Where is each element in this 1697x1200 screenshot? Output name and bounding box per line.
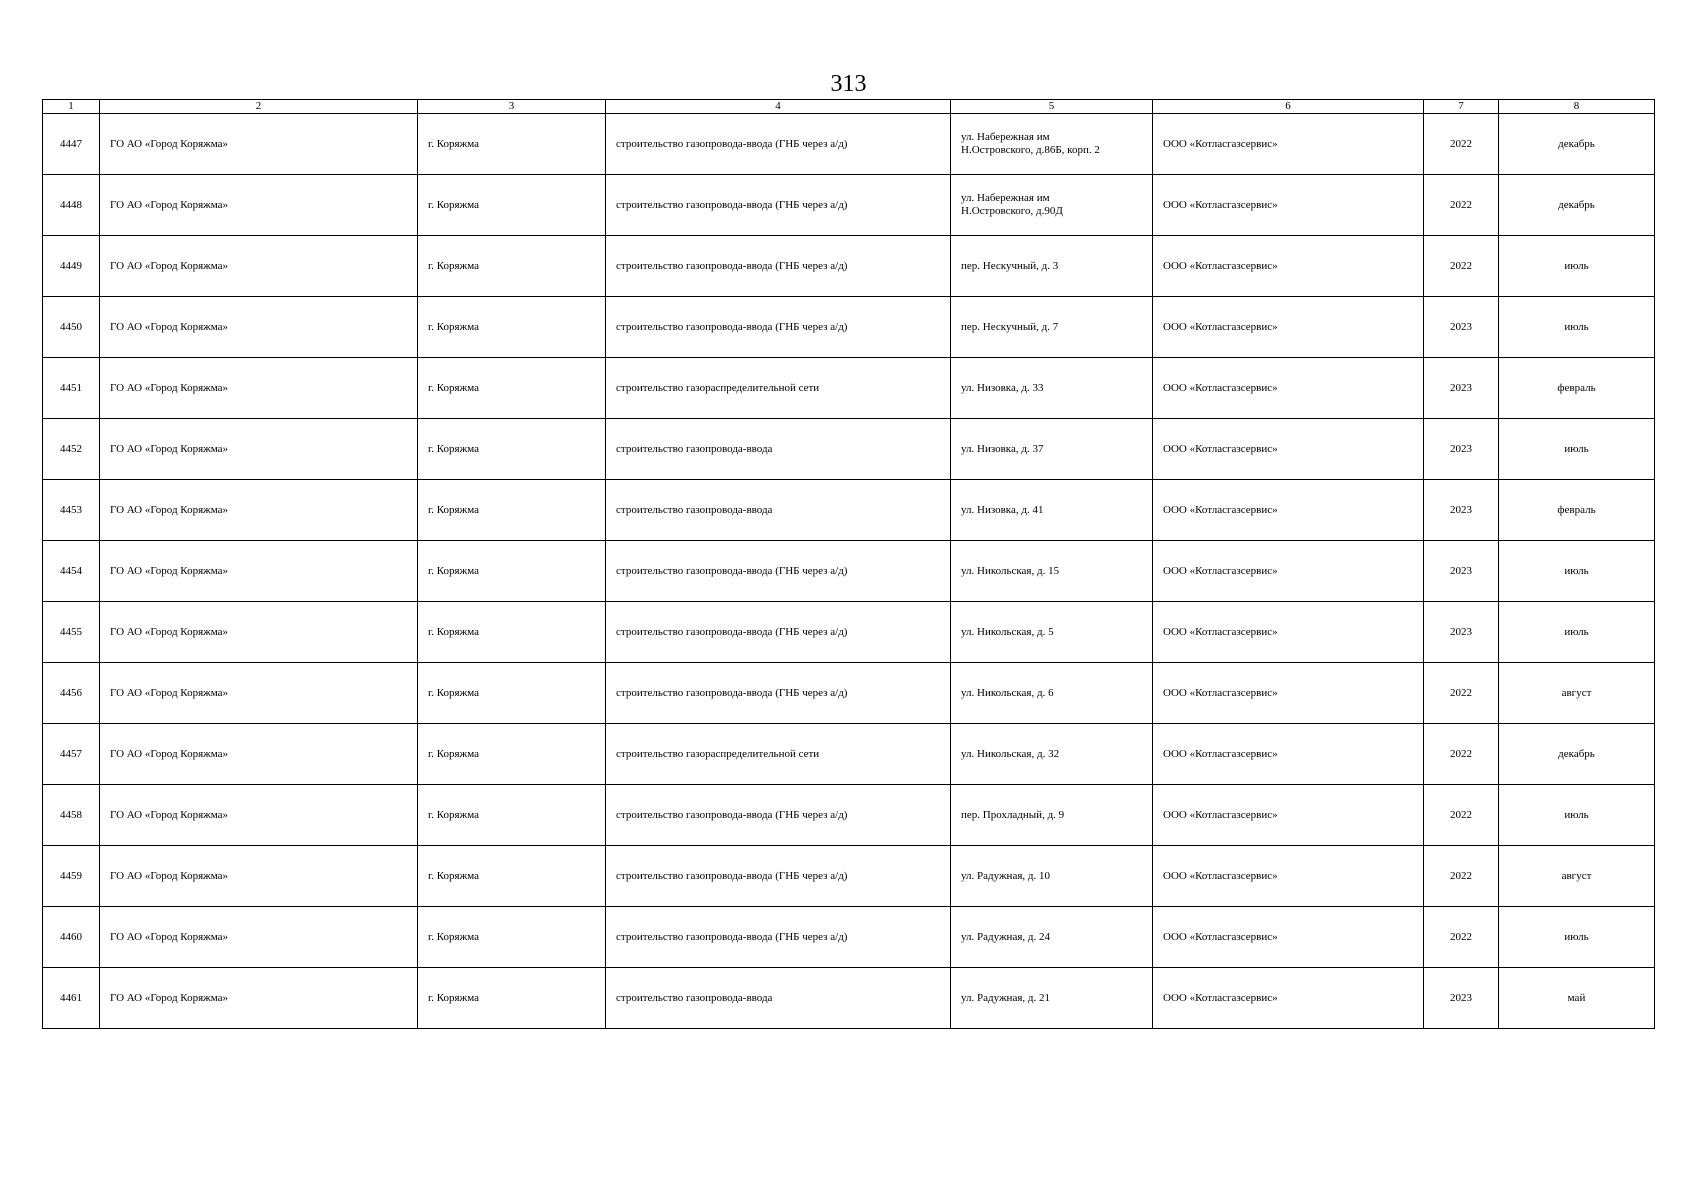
address-line: ул. Радужная, д. 21 bbox=[961, 991, 1050, 1004]
address-line: ул. Радужная, д. 24 bbox=[961, 930, 1050, 943]
table-row bbox=[43, 480, 1655, 541]
table-row bbox=[43, 297, 1655, 358]
municipality-cell: ГО АО «Город Коряжма» bbox=[100, 297, 418, 358]
address-cell bbox=[951, 663, 1153, 724]
address-line: Н.Островского, д.86Б, корп. 2 bbox=[961, 144, 1100, 156]
column-number-row bbox=[43, 100, 1655, 114]
row-number-cell: 4451 bbox=[43, 358, 100, 419]
municipality-cell: ГО АО «Город Коряжма» bbox=[100, 724, 418, 785]
column-number: 3 bbox=[418, 100, 606, 114]
settlement-cell: г. Коряжма bbox=[418, 297, 606, 358]
work-type-cell: строительство газопровода-ввода (ГНБ через а/д) bbox=[606, 297, 951, 358]
municipality-cell: ГО АО «Город Коряжма» bbox=[100, 480, 418, 541]
work-type-cell: строительство газопровода-ввода bbox=[606, 968, 951, 1029]
municipality-cell: ГО АО «Город Коряжма» bbox=[100, 663, 418, 724]
table-row bbox=[43, 785, 1655, 846]
column-number: 5 bbox=[951, 100, 1153, 114]
work-type-cell: строительство газопровода-ввода (ГНБ через а/д) bbox=[606, 541, 951, 602]
municipality-cell: ГО АО «Город Коряжма» bbox=[100, 785, 418, 846]
contractor-cell: ООО «Котласгазсервис» bbox=[1153, 114, 1424, 175]
column-number: 7 bbox=[1424, 100, 1499, 114]
column-number: 8 bbox=[1499, 100, 1655, 114]
row-number-cell: 4456 bbox=[43, 663, 100, 724]
row-number-cell: 4447 bbox=[43, 114, 100, 175]
page-number: 313 bbox=[830, 71, 867, 97]
year-cell: 2022 bbox=[1424, 236, 1499, 297]
settlement-cell: г. Коряжма bbox=[418, 175, 606, 236]
address-cell bbox=[951, 785, 1153, 846]
year-cell: 2023 bbox=[1424, 358, 1499, 419]
work-type-cell: строительство газораспределительной сети bbox=[606, 724, 951, 785]
municipality-cell: ГО АО «Город Коряжма» bbox=[100, 419, 418, 480]
contractor-cell: ООО «Котласгазсервис» bbox=[1153, 358, 1424, 419]
year-cell: 2022 bbox=[1424, 114, 1499, 175]
contractor-cell: ООО «Котласгазсервис» bbox=[1153, 175, 1424, 236]
table-header bbox=[43, 100, 1655, 114]
address-cell bbox=[951, 968, 1153, 1029]
address-line: ул. Радужная, д. 10 bbox=[961, 869, 1050, 882]
year-cell: 2023 bbox=[1424, 297, 1499, 358]
work-type-cell: строительство газопровода-ввода (ГНБ через а/д) bbox=[606, 175, 951, 236]
contractor-cell: ООО «Котласгазсервис» bbox=[1153, 480, 1424, 541]
work-type-cell: строительство газопровода-ввода (ГНБ через а/д) bbox=[606, 663, 951, 724]
address-line: ул. Никольская, д. 5 bbox=[961, 625, 1054, 638]
row-number-cell: 4457 bbox=[43, 724, 100, 785]
address-line: ул. Набережная им bbox=[961, 192, 1050, 204]
address-cell bbox=[951, 480, 1153, 541]
municipality-cell: ГО АО «Город Коряжма» bbox=[100, 358, 418, 419]
address-cell bbox=[951, 175, 1153, 236]
address-line: пер. Прохладный, д. 9 bbox=[961, 808, 1065, 821]
work-type-cell: строительство газопровода-ввода (ГНБ через а/д) bbox=[606, 785, 951, 846]
address-cell bbox=[951, 724, 1153, 785]
settlement-cell: г. Коряжма bbox=[418, 724, 606, 785]
municipality-cell: ГО АО «Город Коряжма» bbox=[100, 968, 418, 1029]
municipality-cell: ГО АО «Город Коряжма» bbox=[100, 846, 418, 907]
row-number-cell: 4449 bbox=[43, 236, 100, 297]
month-cell: декабрь bbox=[1499, 114, 1655, 175]
contractor-cell: ООО «Котласгазсервис» bbox=[1153, 419, 1424, 480]
column-number: 6 bbox=[1153, 100, 1424, 114]
month-cell: июль bbox=[1499, 785, 1655, 846]
municipality-cell: ГО АО «Город Коряжма» bbox=[100, 175, 418, 236]
month-cell: февраль bbox=[1499, 480, 1655, 541]
table-row bbox=[43, 236, 1655, 297]
address-cell bbox=[951, 114, 1153, 175]
month-cell: май bbox=[1499, 968, 1655, 1029]
municipality-cell: ГО АО «Город Коряжма» bbox=[100, 236, 418, 297]
table-row bbox=[43, 358, 1655, 419]
settlement-cell: г. Коряжма bbox=[418, 968, 606, 1029]
settlement-cell: г. Коряжма bbox=[418, 846, 606, 907]
settlement-cell: г. Коряжма bbox=[418, 663, 606, 724]
work-type-cell: строительство газопровода-ввода (ГНБ через а/д) bbox=[606, 114, 951, 175]
table-row bbox=[43, 114, 1655, 175]
settlement-cell: г. Коряжма bbox=[418, 907, 606, 968]
month-cell: июль bbox=[1499, 541, 1655, 602]
municipality-cell: ГО АО «Город Коряжма» bbox=[100, 541, 418, 602]
contractor-cell: ООО «Котласгазсервис» bbox=[1153, 724, 1424, 785]
row-number-cell: 4461 bbox=[43, 968, 100, 1029]
contractor-cell: ООО «Котласгазсервис» bbox=[1153, 541, 1424, 602]
address-line: ул. Низовка, д. 41 bbox=[961, 503, 1044, 516]
contractor-cell: ООО «Котласгазсервис» bbox=[1153, 968, 1424, 1029]
municipality-cell: ГО АО «Город Коряжма» bbox=[100, 114, 418, 175]
column-number: 2 bbox=[100, 100, 418, 114]
address-line: ул. Набережная им bbox=[961, 131, 1050, 143]
year-cell: 2022 bbox=[1424, 846, 1499, 907]
address-line: ул. Никольская, д. 6 bbox=[961, 686, 1054, 699]
year-cell: 2022 bbox=[1424, 907, 1499, 968]
address-line: пер. Нескучный, д. 3 bbox=[961, 259, 1059, 272]
settlement-cell: г. Коряжма bbox=[418, 114, 606, 175]
contractor-cell: ООО «Котласгазсервис» bbox=[1153, 663, 1424, 724]
contractor-cell: ООО «Котласгазсервис» bbox=[1153, 846, 1424, 907]
month-cell: февраль bbox=[1499, 358, 1655, 419]
contractor-cell: ООО «Котласгазсервис» bbox=[1153, 602, 1424, 663]
row-number-cell: 4460 bbox=[43, 907, 100, 968]
row-number-cell: 4455 bbox=[43, 602, 100, 663]
row-number-cell: 4454 bbox=[43, 541, 100, 602]
address-cell bbox=[951, 541, 1153, 602]
settlement-cell: г. Коряжма bbox=[418, 785, 606, 846]
table-row bbox=[43, 663, 1655, 724]
address-line: пер. Нескучный, д. 7 bbox=[961, 320, 1059, 333]
address-line: ул. Низовка, д. 33 bbox=[961, 381, 1044, 394]
contractor-cell: ООО «Котласгазсервис» bbox=[1153, 907, 1424, 968]
year-cell: 2022 bbox=[1424, 175, 1499, 236]
register-table bbox=[42, 99, 1655, 1029]
table-row bbox=[43, 907, 1655, 968]
year-cell: 2023 bbox=[1424, 968, 1499, 1029]
work-type-cell: строительство газопровода-ввода (ГНБ через а/д) bbox=[606, 236, 951, 297]
month-cell: июль bbox=[1499, 297, 1655, 358]
month-cell: июль bbox=[1499, 419, 1655, 480]
address-line: ул. Никольская, д. 32 bbox=[961, 747, 1060, 760]
contractor-cell: ООО «Котласгазсервис» bbox=[1153, 236, 1424, 297]
work-type-cell: строительство газопровода-ввода (ГНБ через а/д) bbox=[606, 907, 951, 968]
row-number-cell: 4450 bbox=[43, 297, 100, 358]
address-cell bbox=[951, 419, 1153, 480]
address-cell bbox=[951, 236, 1153, 297]
settlement-cell: г. Коряжма bbox=[418, 480, 606, 541]
month-cell: август bbox=[1499, 663, 1655, 724]
table-row bbox=[43, 175, 1655, 236]
month-cell: декабрь bbox=[1499, 724, 1655, 785]
contractor-cell: ООО «Котласгазсервис» bbox=[1153, 785, 1424, 846]
settlement-cell: г. Коряжма bbox=[418, 602, 606, 663]
month-cell: август bbox=[1499, 846, 1655, 907]
address-line: ул. Никольская, д. 15 bbox=[961, 564, 1060, 577]
address-cell bbox=[951, 297, 1153, 358]
table-row bbox=[43, 541, 1655, 602]
year-cell: 2023 bbox=[1424, 419, 1499, 480]
year-cell: 2023 bbox=[1424, 541, 1499, 602]
address-cell bbox=[951, 358, 1153, 419]
table-row bbox=[43, 968, 1655, 1029]
address-cell bbox=[951, 602, 1153, 663]
column-number: 1 bbox=[43, 100, 100, 114]
settlement-cell: г. Коряжма bbox=[418, 419, 606, 480]
row-number-cell: 4452 bbox=[43, 419, 100, 480]
address-line: ул. Низовка, д. 37 bbox=[961, 442, 1044, 455]
work-type-cell: строительство газораспределительной сети bbox=[606, 358, 951, 419]
year-cell: 2022 bbox=[1424, 724, 1499, 785]
year-cell: 2023 bbox=[1424, 480, 1499, 541]
month-cell: декабрь bbox=[1499, 175, 1655, 236]
settlement-cell: г. Коряжма bbox=[418, 236, 606, 297]
row-number-cell: 4453 bbox=[43, 480, 100, 541]
work-type-cell: строительство газопровода-ввода (ГНБ через а/д) bbox=[606, 846, 951, 907]
table-row bbox=[43, 602, 1655, 663]
work-type-cell: строительство газопровода-ввода bbox=[606, 419, 951, 480]
month-cell: июль bbox=[1499, 907, 1655, 968]
contractor-cell: ООО «Котласгазсервис» bbox=[1153, 297, 1424, 358]
row-number-cell: 4448 bbox=[43, 175, 100, 236]
year-cell: 2022 bbox=[1424, 663, 1499, 724]
year-cell: 2023 bbox=[1424, 602, 1499, 663]
municipality-cell: ГО АО «Город Коряжма» bbox=[100, 602, 418, 663]
settlement-cell: г. Коряжма bbox=[418, 358, 606, 419]
year-cell: 2022 bbox=[1424, 785, 1499, 846]
row-number-cell: 4459 bbox=[43, 846, 100, 907]
work-type-cell: строительство газопровода-ввода (ГНБ через а/д) bbox=[606, 602, 951, 663]
month-cell: июль bbox=[1499, 236, 1655, 297]
municipality-cell: ГО АО «Город Коряжма» bbox=[100, 907, 418, 968]
table-row bbox=[43, 846, 1655, 907]
row-number-cell: 4458 bbox=[43, 785, 100, 846]
table-body bbox=[43, 114, 1655, 1029]
column-number: 4 bbox=[606, 100, 951, 114]
table-row bbox=[43, 419, 1655, 480]
table-row bbox=[43, 724, 1655, 785]
address-cell bbox=[951, 846, 1153, 907]
address-cell bbox=[951, 907, 1153, 968]
work-type-cell: строительство газопровода-ввода bbox=[606, 480, 951, 541]
settlement-cell: г. Коряжма bbox=[418, 541, 606, 602]
address-line: Н.Островского, д.90Д bbox=[961, 205, 1063, 217]
month-cell: июль bbox=[1499, 602, 1655, 663]
